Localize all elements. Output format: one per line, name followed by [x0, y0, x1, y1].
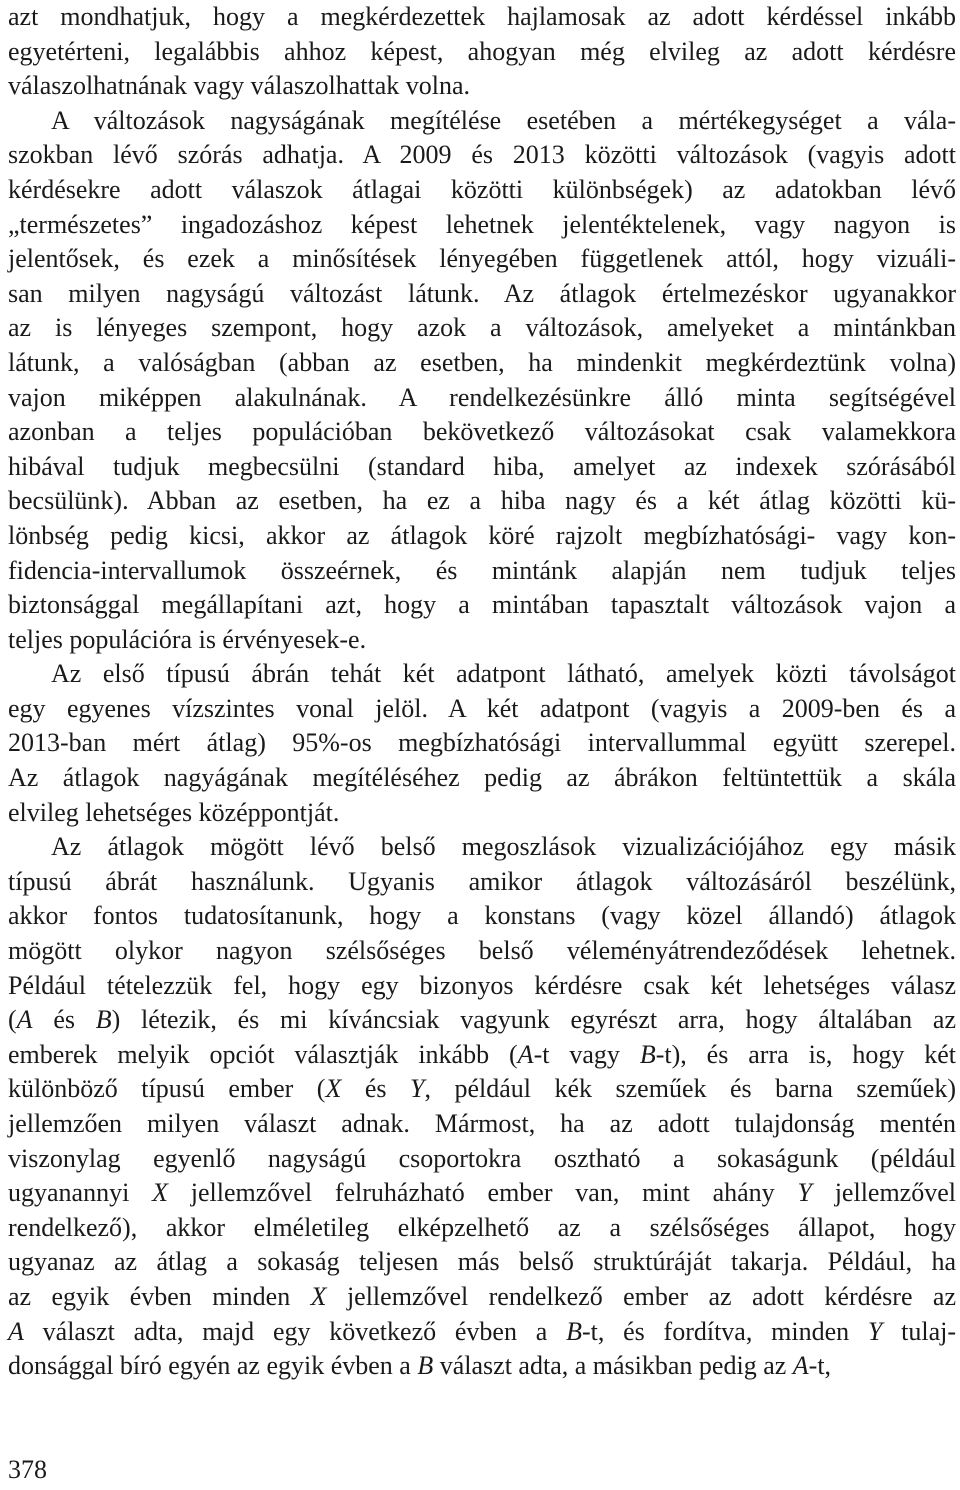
text-line: szokban lévő szórás adhatja. A 2009 és 2013 közötti változások (vagyis adott — [8, 140, 956, 170]
paragraph — [8, 830, 956, 1384]
text-line: akkor fontos tudatosítanunk, hogy a konstans (vagy közel állandó) átlagok — [8, 901, 956, 931]
text-line: válaszolhatnának vagy válaszolhattak volna. — [8, 71, 471, 101]
text-line: emberek melyik opciót választják inkább (A-t vagy B-t), és arra is, hogy két — [8, 1039, 957, 1069]
text-line: lönbség pedig kicsi, akkor az átlagok köré rajzolt megbízhatósági- vagy kon- — [8, 520, 956, 550]
text-line: azt mondhatjuk, hogy a megkérdezettek hajlamosak az adott kérdéssel inkább — [8, 2, 956, 31]
text-line: egy egyenes vízszintes vonal jelöl. A két adatpont (vagyis a 2009-ben és a — [8, 693, 956, 723]
body-text — [8, 0, 956, 1384]
text-line: Például tételezzük fel, hogy egy bizonyos kérdésre csak két lehetséges válasz — [8, 970, 956, 1000]
text-line: A változások nagyságának megítélése esetében a mértékegységet a vála- — [51, 105, 956, 135]
text-line: (A és B) létezik, és mi kíváncsiak vagyunk egyrészt arra, hogy általában az — [8, 1005, 956, 1035]
text-line: rendelkező), akkor elméletileg elképzelhető az a szélsőséges állapot, hogy — [8, 1212, 956, 1242]
paragraph — [8, 104, 956, 658]
text-line: vajon miképpen alakulnának. A rendelkezésünkre álló minta segítségével — [8, 382, 956, 412]
text-line: azonban a teljes populációban bekövetkező változásokat csak valamekkora — [8, 417, 956, 447]
text-line: ugyanaz az átlag a sokaság teljesen más belső struktúráját takarja. Például, ha — [8, 1247, 956, 1277]
text-line: egyetérteni, legalábbis ahhoz képest, ahogyan még elvileg az adott kérdésre — [8, 36, 956, 66]
text-line: jellemzően milyen választ adnak. Mármost, ha az adott tulajdonság mentén — [8, 1109, 956, 1138]
paragraph — [8, 657, 956, 830]
text-line: „természetes” ingadozáshoz képest lehetnek jelentéktelenek, vagy nagyon is — [8, 209, 956, 239]
text-line: hibával tudjuk megbecsülni (standard hiba, amelyet az indexek szórásából — [8, 451, 956, 481]
text-line: biztonsággal megállapítani azt, hogy a mintában tapasztalt változások vajon a — [8, 590, 956, 620]
text-line: donsággal bíró egyén az egyik évben a B választ adta, a másikban pedig az A-t, — [8, 1351, 832, 1381]
text-line: A választ adta, majd egy következő évben a B-t, és fordítva, minden Y tulaj- — [8, 1316, 957, 1346]
text-line: fidencia-intervallumok összeérnek, és mintánk alapján nem tudjuk teljes — [8, 555, 956, 585]
text-line: az egyik évben minden X jellemzővel rendelkező ember az adott kérdésre az — [8, 1281, 956, 1311]
text-line: az is lényeges szempont, hogy azok a változások, amelyeket a mintánkban — [8, 313, 956, 343]
page-number: 378 — [8, 1455, 47, 1484]
text-line: Az átlagok mögött lévő belső megoszlások vizualizációjához egy másik — [51, 832, 956, 862]
text-line: san milyen nagyságú változást látunk. Az átlagok értelmezéskor ugyanakkor — [8, 278, 956, 308]
text-line: mögött olykor nagyon szélsőséges belső véleményátrendeződések lehetnek. — [8, 936, 956, 966]
text-line: különböző típusú ember (X és Y, például kék szeműek és barna szeműek) — [8, 1074, 956, 1104]
text-line: ugyanannyi X jellemzővel felruházható ember van, mint ahány Y jellemzővel — [8, 1178, 956, 1208]
text-line: kérdésekre adott válaszok átlagai közötti különbségek) az adatokban lévő — [8, 174, 956, 204]
text-line: Az átlagok nagyágának megítéléséhez pedig az ábrákon feltüntettük a skála — [8, 763, 956, 793]
document-page — [8, 0, 956, 1384]
text-line: Az első típusú ábrán tehát két adatpont látható, amelyek közti távolságot — [51, 659, 956, 689]
text-line: 2013-ban mért átlag) 95%-os megbízhatósági intervallummal együtt szerepel. — [8, 728, 956, 758]
text-line: becsülünk). Abban az esetben, ha ez a hiba nagy és a két átlag közötti kü- — [8, 486, 956, 516]
text-line: jelentősek, és ezek a minősítések lényegében függetlenek attól, hogy vizuáli- — [8, 244, 956, 274]
text-line: látunk, a valóságban (abban az esetben, ha mindenkit megkérdeztünk volna) — [8, 347, 956, 377]
paragraph — [8, 0, 956, 104]
text-line: teljes populációra is érvényesek-e. — [8, 624, 367, 654]
text-line: viszonylag egyenlő nagyságú csoportokra osztható a sokaságunk (például — [8, 1143, 956, 1173]
text-line: típusú ábrát használunk. Ugyanis amikor átlagok változásáról beszélünk, — [8, 866, 956, 896]
text-line: elvileg lehetséges középpontját. — [8, 797, 340, 827]
